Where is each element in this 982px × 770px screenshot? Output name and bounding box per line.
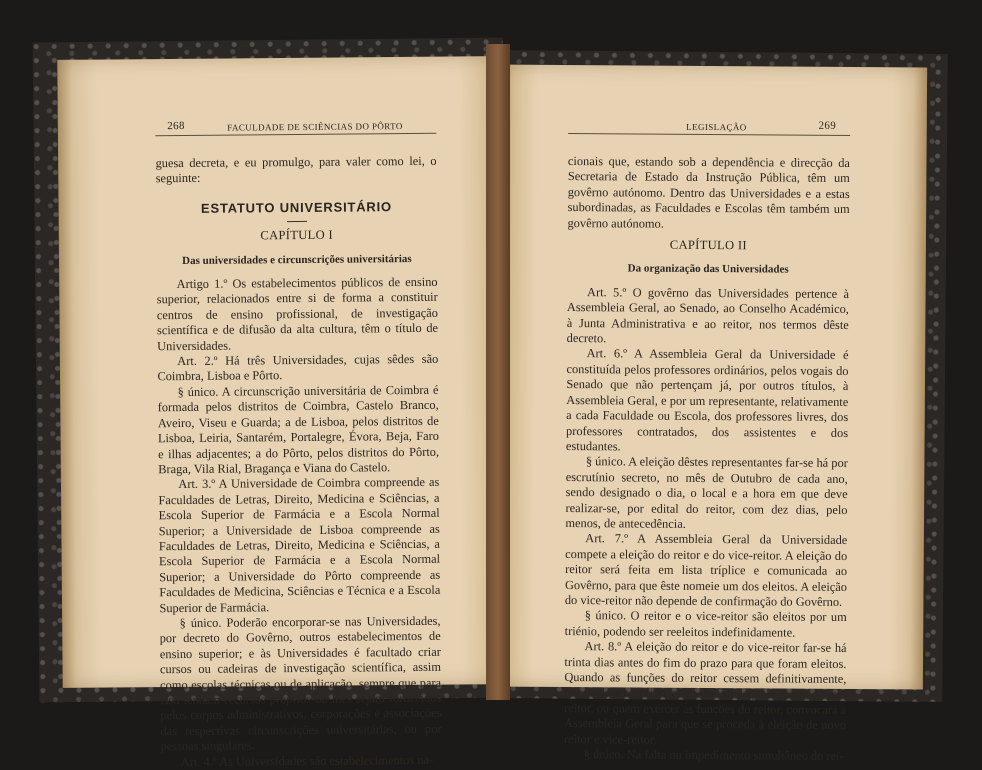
paragraph: § único. O reitor e o vice-reitor são eleitos por um triénio, podendo ser reeleitos indefinidamente. — [564, 608, 847, 640]
paragraph: Art. 3.º A Universidade de Coimbra compreende as Faculdades de Letras, Direito, Medicina e Sciências, a Escola Superior de Farmácia e a Escola Normal Superior; a Universidade de Lisboa compreende as Faculdades de Letras, Direito, Medicina e Sciências, a Escola Superior de Farmácia e a Escola Normal Superior; a Universidade do Pôrto compreende as Faculdades de Medicina, Sciências e Técnica e a Escola Superior de Farmácia. — [158, 475, 441, 615]
right-page-text — [564, 117, 850, 764]
paragraph: Art. 6.º A Assembleia Geral da Universidade é constituída pelos professores ordinários, pelos vogais do Senado que não pertençam já, por outros títulos, à Assembleia Geral, e por um representante, relativamente a cada Faculdade ou Escola, dos professores livres, dos professores contratados, dos assistentes e dos estudantes. — [565, 346, 849, 454]
statute-title: ESTATUTO UNIVERSITÁRIO — [200, 198, 392, 216]
running-head-title-right: LEGISLAÇÃO — [686, 121, 747, 133]
paragraph: Art. 8.º A eleição do reitor e do vice-reitor far-se há trinta dias antes do fim do prazo para que foram eleitos. Quando as funções do reitor cessem definitivamente, por qualquer motivo, antes do fim daquele prazo, o vice-reitor, ou quem exercer as funções do reitor, convocará a Assembleia Geral para que se proceda à eleição de novo reitor e vice-reitor. — [563, 639, 847, 747]
paragraph: Art. 4.º As Universidades são estabelecimentos na- — [180, 752, 434, 769]
page-number-right: 269 — [818, 119, 837, 132]
section-heading: Da organização das Universidades — [627, 262, 789, 277]
paragraph: § único. Na falta ou impedimento simultâneo do rei- — [583, 747, 844, 763]
right-running-head — [568, 117, 850, 136]
running-head-title-left: FACULDADE DE SCIÊNCIAS DO PÔRTO — [227, 121, 403, 133]
left-page-text — [155, 117, 442, 770]
paragraph: guesa decreta, e eu promulgo, para valer como lei, o seguinte: — [155, 153, 437, 186]
paragraph: cionais que, estando sob a dependência e direcção da Secretaria de Estado da Instrução Pública, têm um govêrno autónomo. Dentro das Universidades e a estas subordinadas, as Faculdades e Escolas têm também um govêrno autónomo. — [567, 154, 850, 231]
paragraph: Art. 5.º O govêrno das Universidades pertence à Assembleia Geral, ao Senado, ao Conselho Académico, à Junta Administrativa e ao reitor, nos termos dêste decreto. — [566, 285, 850, 346]
section-heading: Das universidades e circunscrições universitárias — [182, 252, 412, 267]
left-running-head — [155, 117, 436, 136]
paragraph: Art. 2.º Há três Universidades, cujas sêdes são Coimbra, Lisboa e Pôrto. — [157, 351, 439, 384]
paragraph: Art. 7.º A Assembleia Geral da Universidade compete a eleição do reitor e do vice-reitor. A eleição do reitor será feita em lista tríplice e comunicada ao Govêrno, para que êste nomeie um dos eleitos. A eleição do vice-reitor não depende de confirmação do Govêrno. — [564, 531, 848, 609]
paragraph: § único. A circunscrição universitária de Coimbra é formada pelos distritos de Coimbra, Castelo Branco, Aveiro, Viseu e Guarda; a de Lisboa, pelos distritos de Lisboa, Leiria, Santarém, Portalegre, Évora, Beja, Faro e ilhas adjacentes; a do Pôrto, pelos distritos do Pôrto, Braga, Vila Rial, Bragança e Viana do Castelo. — [157, 382, 440, 477]
chapter-heading: CAPÍTULO I — [260, 227, 334, 243]
paragraph: Artigo 1.º Os estabelecimentos públicos de ensino superior, relacionados entre si de forma a constituir centros de ensino profissional, de investigação scientífica e de difusão da alta cultura, têm o título de Universidades. — [156, 274, 439, 353]
divider — [287, 221, 307, 222]
page-number-left: 268 — [167, 119, 185, 133]
chapter-heading: CAPÍTULO II — [669, 237, 747, 253]
paragraph: § único. Poderão encorporar-se nas Universidades, por decreto do Govêrno, outros estabelecimentos de ensino superior; e às Universidades é facultado criar cursos ou cadeiras de investigação scientífica, assim como escolas técnicas ou de aplicação, sempre que para isso tenham recursos próprios ou lhes sejam fornecidos pelos corpos administrativos, corporações e associações das respectivas circunscrições universitárias, ou por pessoas singulares. — [159, 613, 442, 754]
book-spine — [486, 44, 510, 700]
paragraph: § único. A eleição dêstes representantes far-se há por escrutínio secreto, no mês de Outubro de cada ano, sendo designado o dia, o local e a hora em que deve realizar-se, por edital do reitor, com dez dias, pelo menos, de antecedência. — [565, 454, 848, 531]
